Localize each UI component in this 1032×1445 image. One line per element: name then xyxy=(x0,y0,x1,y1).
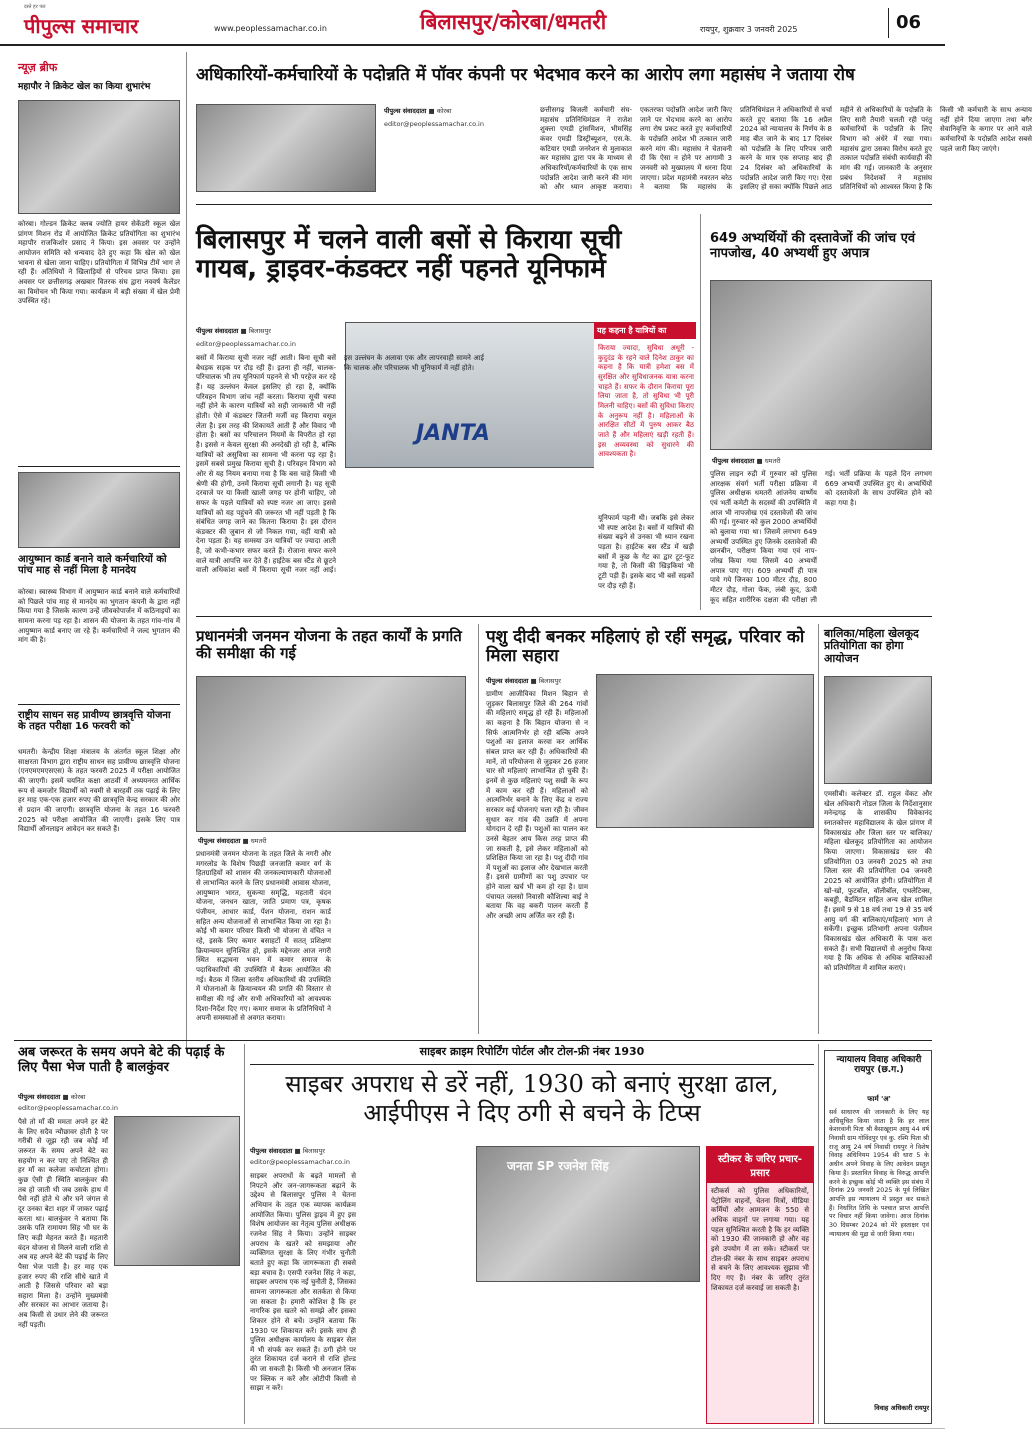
section-rule xyxy=(196,616,932,617)
byline-place: धमतरी xyxy=(250,837,267,845)
brief2-body: कोरबा। स्वास्थ्य विभाग में आयुष्मान कार्ड बनाने वाले कर्मचारियों को पिछले पांच माह से मानदेय का भुगतान कंपनी के द्वारा नहीं किया गया है जिसके कारण उन्हें जीवकोपार्जन में कठिनाइयों का सामना करना पड़ रहा है। शासन की योजना के तहत गांव-गांव में आयुष्मान कार्ड बनाए जा रहे हैं। कर्मचारियों ने जल्द भुगतान की मांग की है। xyxy=(18,588,180,645)
cyber-photo-text: जनता SP रजनेश सिंह xyxy=(507,1159,609,1173)
story-sports-photo xyxy=(824,676,932,784)
paper-tagline: दस्ते हर पल xyxy=(24,4,46,10)
story-bus-headline: बिलासपुर में चलने वाली बसों से किराया सूची गायब, ड्राइवर-कंडक्टर नहीं पहनते यूनिफार्म xyxy=(196,225,622,285)
story-top-headline: अधिकारियों-कर्मचारियों के पदोन्नति में पॉवर कंपनी पर भेदभाव करने का आरोप लगा महासंघ ने जताया रोष xyxy=(196,65,855,85)
story-cyber-body: साइबर अपराधों के बढ़ते मामलों से निपटने और जन-जागरूकता बढ़ाने के उद्देश्य से बिलासपुर पुलिस ने चेतना अभियान के तहत एक व्यापक कार्यक्रम आयोजित किया। पुलिस ड्राइव में हुए इस विशेष आयोजन का नेतृत्व पुलिस अधीक्षक रजनेश सिंह ने किया। उन्होंने साइबर अपराध के खतरे को समझाया और व्यक्तिगत सुरक्षा के लिए गंभीर चुनौती बताते हुए कहा कि जागरूकता ही सबसे बड़ा बचाव है। एसपी रजनेश सिंह ने कहा, साइबर अपराध एक नई चुनौती है, जिसका सामना जागरूकता और सतर्कता से किया जा सकता है। हमारी कोशिश है कि हर नागरिक इस खतरे को समझे और इसका शिकार होने से बचें। उन्होंने बताया कि 1930 पर शिकायत करें। इसके साथ ही पुलिस अधीक्षक कार्यालय के साइबर सेल में भी संपर्क कर सकते हैं। ठगी होने पर तुरंत शिकायत दर्ज कराने से राशि होल्ड की जा सकती है। किसी भी अनजान लिंक पर क्लिक न करें और ओटीपी किसी से साझा न करें। xyxy=(250,1172,356,1393)
cyber-kicker-rule xyxy=(250,1064,814,1065)
byline-name: पीपुल्स संवाददाता xyxy=(712,457,755,465)
sidebar xyxy=(14,52,182,1052)
story-janman-headline: प्रधानमंत्री जनमन योजना के तहत कार्यों के प्रगति की समीक्षा की गई xyxy=(196,627,462,662)
brief1-headline: महापौर ने क्रिकेट खेल का किया शुभारंभ xyxy=(18,82,151,92)
byline-place: बिलासपुर xyxy=(538,677,561,685)
page-number: 06 xyxy=(896,12,922,33)
bottom-strip xyxy=(0,1428,945,1445)
story-bus-email: editor@peoplessamachar.co.in xyxy=(196,340,296,348)
dateline: रायपुर, शुक्रवार 3 जनवरी 2025 xyxy=(700,25,798,34)
byline-name: पीपुल्स संवाददाता xyxy=(384,107,427,115)
byline-place: बिलासपुर xyxy=(248,327,271,335)
byline-name: पीपुल्स संवाददाता xyxy=(250,1147,293,1155)
story-bus-continuation: यूनिफार्म पहनी थी। जबकि इसे लेकर भी स्पष्ट आदेश है। बसों में यात्रियों की संख्या बढ़ने से उनका भी ध्यान रखना पड़ता है। हाईटेक बस स्टैंड में खड़ी बसों में कुछ के गेट का द्वार टूट-फूट गया है, तो किसी की खिड़कियां भी टूटी पड़ी हैं। इसके बाद भी बसें सड़कों पर दौड़ रही हैं। xyxy=(598,514,694,590)
byline-place: बिलासपुर xyxy=(302,1147,325,1155)
cyber-sub-title: स्टीकर के जरिए प्रचार-प्रसार xyxy=(707,1147,813,1183)
byline-place: धमतरी xyxy=(764,457,781,465)
notice-title: न्यायालय विवाह अधिकारी रायपुर (छ.ग.) xyxy=(836,1055,922,1076)
byline-name: पीपुल्स संवाददाता xyxy=(18,1093,61,1101)
byline-name: पीपुल्स संवाददाता xyxy=(486,677,529,685)
story-bus-separator xyxy=(700,214,701,610)
story-janman-body: प्रधानमंत्री जनमन योजना के तहत जिले के नगरी और मगरलोड के विशेष पिछड़ी जनजाति कमार वर्ग के हितग्राहियों को शासन की जनकल्याणकारी योजनाओं से लाभान्वित करने के लिए प्रधानमंत्री आवास योजना, आयुष्मान भारत, सुकन्या समृद्धि, महतारी वंदन योजना, जनधन खाता, जाति प्रमाण पत्र, कृषक पंजीयन, आधार कार्ड, पेंशन योजना, राशन कार्ड सहित अन्य योजनाओं से लाभान्वित किया जा रहा है। कोई भी कमार परिवार किसी भी योजना से वंचित न रहे, इसके लिए कमार बसाहटों में सतत् प्रशिक्षण क्रियान्वयन सुनिश्चित हो, इसके मद्देनजर आज नगरी स्थित सद्भावना भवन में कमार समाज के पदाधिकारियों की उपस्थिति में बैठक आयोजित की गई। बैठक में जिला स्तरीय अधिकारियों की उपस्थिति में योजनाओं के क्रियान्वयन की प्रगति की विस्तार से समीक्षा की गई और सभी अधिकारियों को आवश्यक दिशा-निर्देश दिए गए। कमार समाज के प्रतिनिधियों ने अपनी समस्याओं से अवगत कराया। xyxy=(196,850,331,1023)
story-cyber-separator xyxy=(818,1044,819,1424)
story-cyber-byline: पीपुल्स संवाददाता ■ बिलासपुर xyxy=(250,1147,325,1155)
story-police-body: पुलिस लाइन रुद्री में गुरुवार को पुलिस आरक्षक संवर्ग भर्ती परीक्षा प्रक्रिया में पुलिस अधीक्षक धमतरी आंजनेय वार्ष्णेय एवं भर्ती कमेटी के सदस्यों की उपस्थिति में आज भी नापजोख एवं दस्तावेजों की जांच की गई। गुरुवार को कुल 2000 अभ्यर्थियों को बुलाया गया था। जिसमें लगभग 649 अभ्यर्थी उपस्थित हुए जिनके दस्तावेजों की छानबीन, परीक्षण किया गया एवं नाप-जोख किया गया जिसमें 40 अभ्यर्थी अपात्र पाए गए। 609 अभ्यर्थी ही पात्र पाये गये जिनका 100 मीटर दौड़, 800 मीटर दौड़, गोला फेंक, लंबी कूद, ऊंची कूद सहित शारीरिक दक्षता की परीक्षा ली गई। भर्ती प्रक्रिया के पहले दिन लगभग 669 अभ्यर्थी उपस्थित हुए थे। अभ्यर्थियों को दस्तावेजों के साथ उपस्थित होने को कहा गया है। xyxy=(710,470,932,604)
sidebar-divider xyxy=(18,704,180,705)
notice-signature: विवाह अधिकारी रायपुर xyxy=(874,1404,929,1412)
paper-name: पीपुल्स समाचार xyxy=(24,14,139,38)
website: www.peoplessamachar.co.in xyxy=(214,24,327,33)
story-mother-body-lower xyxy=(114,1272,240,1418)
story-sports-body: एमसीबी। कलेक्टर डॉ. राहुल वेंकट और खेल अधिकारी नोडल जिला के निर्देशानुसार मनेन्द्रगढ़ के शासकीय विवेकानंद स्नातकोत्तर महाविद्यालय के खेल प्रांगण में विकासखंड और जिला स्तर पर बालिका/महिला खेलकूद प्रतियोगिता का आयोजन किया जाएगा। विकासखंड स्तर की प्रतियोगिता 03 जनवरी 2025 को तथा जिला स्तर की प्रतियोगिता 04 जनवरी 2025 को आयोजित होगी। प्रतियोगिता में खो-खो, फुटबॉल, वॉलीबॉल, एथलेटिक्स, कबड्डी, बैडमिंटन सहित अन्य खेल शामिल हैं। इसमें 9 से 18 वर्ष तथा 19 से 35 वर्ष आयु वर्ग की बालिकाएं/महिलाएं भाग ले सकेंगी। इच्छुक प्रतिभागी अपना पंजीयन विकासखंड खेल अधिकारी के पास करा सकते हैं। सभी विद्यालयों से अनुरोध किया गया है कि अधिक से अधिक बालिकाओं को प्रतियोगिता में शामिल कराएं। xyxy=(824,790,932,972)
brief2-headline: आयुष्मान कार्ड बनाने वाले कर्मचारियों को पांच माह से नहीं मिला है मानदेय xyxy=(18,554,167,577)
story-cyber-body-lower xyxy=(476,1288,700,1424)
story-janman-photo xyxy=(196,676,466,832)
story-sports-headline: बालिका/महिला खेलकूद प्रतियोगिता का होगा आयोजन xyxy=(824,627,919,665)
bus-photo-text: JANTA xyxy=(416,421,490,446)
story-mother-separator xyxy=(244,1044,245,1424)
masthead xyxy=(0,0,945,46)
brief2-photo xyxy=(18,472,180,548)
story-pashu-separator xyxy=(818,624,819,1034)
story-cyber-photo xyxy=(476,1146,700,1282)
notice-body: सर्व साधारण की जानकारी के लिए यह अधिसूचित किया जाता है कि हर लाल केशरवानी पिता श्री बैसाखूराम आयु 44 वर्ष निवासी ग्राम गोविंदपुर एवं कु. रश्मि पिता श्री राजू आयु 24 वर्ष निवासी रायपुर ने विशेष विवाह अधिनियम 1954 की धारा 5 के अधीन अपने विवाह के लिए आवेदन प्रस्तुत किया है। प्रस्तावित विवाह के विरुद्ध आपत्ति करने के इच्छुक कोई भी व्यक्ति इस संबंध में दिनांक 29 जनवरी 2025 के पूर्व लिखित आपत्ति इस न्यायालय में प्रस्तुत कर सकते हैं। निर्धारित तिथि के पश्चात प्राप्त आपत्ति पर विचार नहीं किया जावेगा। आज दिनांक 30 दिसम्बर 2024 को मेरे हस्ताक्षर एवं न्यायालय की मुद्रा से जारी किया गया। xyxy=(829,1109,929,1238)
story-police-photo xyxy=(710,280,932,450)
story-mother-body: पैसे तो माँ की ममता अपने हर बेटे के लिए सदैव न्यौछावर होती है पर गरीबी से जूझ रही जब कोई माँ जरूरत के समय अपने बेटे का सहयोग न कर पाए तो निश्चित ही हर माँ का कलेजा कचोटता होगा। कुछ ऐसी ही स्थिति बालकुंवर की तब हो जाती थी जब उसके हाथ में पैसे नहीं होते थे और घने जंगल से दूर उनका बेटा शहर में जाकर पढ़ाई करता था। बालकुंवर ने बताया कि उसके पति रामायण सिंह भी घर के लिए कड़ी मेहनत करते हैं। महतारी वंदन योजना से मिलने वाली राशि से अब वह अपने बेटे की पढ़ाई के लिए पैसा भेज पाती है। हर माह एक हजार रुपए की राशि सीधे खाते में आती है जिससे परिवार को बड़ा सहारा मिला है। उन्होंने मुख्यमंत्री और सरकार का आभार जताया है। अब किसी से उधार लेने की जरूरत नहीं पड़ती। xyxy=(18,1118,108,1329)
story-bus-box-text: किराया ज्यादा, सुविधा अधूरी - कुदुदंड के रहने वाले दिनेश ठाकुर का कहना है कि यात्री हमेशा बस में सुरक्षित और सुविधाजनक यात्रा करना चाहते हैं। सफर के दौरान किराया पूरा लिया जाता है, तो सुविधा भी पूरी मिलनी चाहिए। बसों की सुविधा किराए के अनुरूप नहीं है। महिलाओं के आरक्षित सीटों में पुरुष आकर बैठ जाते हैं और महिलाएं खड़ी रहती हैं। इस अव्यवस्था को सुधारने की आवश्यकता है। xyxy=(598,344,694,459)
sidebar-section-label: न्यूज़ ब्रीफ xyxy=(18,61,58,74)
story-police-byline: पीपुल्स संवाददाता ■ धमतरी xyxy=(712,457,781,465)
story-pashu-byline: पीपुल्स संवाददाता ■ बिलासपुर xyxy=(486,677,561,685)
story-mother-photo xyxy=(114,1116,240,1266)
story-police-headline: 649 अभ्यर्थियों की दस्तावेजों की जांच एवं नापजोख, 40 अभ्यर्थी हुए अपात्र xyxy=(710,231,916,261)
story-bus-body: बसों में किराया सूची नजर नहीं आती। बिना सूची बसें बेधड़क सड़क पर दौड़ रही हैं। इतना ही नहीं, चालक-परिचालक भी तय यूनिफार्म पहनने से भी परहेज कर रहे हैं। यह उल्लंघन केवल इसलिए हो रहा है, क्योंकि परिवहन विभाग जांच नहीं करता। किराया सूची चस्पा नहीं होने के कारण यात्रियों को सही जानकारी भी नहीं होती। ऐसे में कंडक्टर जितनी मर्जी वह किराया वसूल लेता है। इस तरह की शिकायतें आती हैं और विवाद भी होता है। बसों का परिचालन नियमों के विपरीत हो रहा है। इससे न केवल सुरक्षा की अनदेखी हो रही है, बल्कि यात्रियों को असुविधा का सामना भी करना पड़ रहा है। इसमें सबसे प्रमुख किराया सूची है। परिवहन विभाग को ओर से यह नियम बनाया गया है कि बस चाहे किसी भी श्रेणी की होगी, उनमें किराया सूची लगानी है। यह सूची दरवाजे पर या किसी खाली जगह पर होनी चाहिए, जो सफर के पहले यात्रियों को स्पष्ट नजर आ जाए। इससे यात्रियों को यह पहुंचने की जरूरत भी नहीं पड़ती है कि संबंधित जगह जाने का कितना किराया है। इस दौरान कंडक्टर की जुबान से जो निकल गया, वहीं यात्री को देना पड़ता है। यह समस्या उन यात्रियों पर ज्यादा आती है, जो कभी-कभार सफर करते हैं। रोजाना सफर करने वाले यात्री आपत्ति कर देते हैं। हाईटेक बस स्टैंड से छूटने वाली अधिकांश बसों में किराया सूची नजर नहीं आई। xyxy=(196,354,336,575)
story-top-body: छत्तीसगढ़ बिजली कर्मचारी संघ-महासंघ प्रतिनिधिमंडल ने राजेश शुक्ला एमडी ट्रांसमिशन, भीमसिंह कंवर एमडी डिस्ट्रीब्यूशन, एस.के. कटियार एमडी जनरेशन से मुलाकात कर महासंघ द्वारा पत्र के माध्यम से अधिकारियों/कर्मचारियों के एक साथ पदोन्नति आदेश जारी करने की मांग को और ध्यान आकृष्ट कराया। एकतरफा पदोन्नति आदेश जारी किए जाने पर भेदभाव करने का आरोप लगा रोष प्रकट करते हुए कर्मचारियों के पदोन्नति आदेश भी तत्काल जारी करने मांग की। महासंघ ने चेतावनी दी कि ऐसा न होने पर आगामी 3 जनवरी को मुख्यालय में धरना दिया जाएगा। प्रदेश महामंत्री नवरतन बरेठ ने बताया कि महासंघ के प्रतिनिधिमंडल ने अधिकारियों से चर्चा करते हुए बताया कि 16 अप्रैल 2024 को न्यायालय के निर्णय के 8 माह बीत जाने के बाद 17 दिसंबर को पदोन्नति के लिए परिपत्र जारी करने के मात्र एक सप्ताह बाद ही 24 दिसंबर को अधिकारियों के पदोन्नति आदेश जारी किए गए। ऐसा इसलिए हो सका क्योंकि पिछले आठ महीने से अधिकारियों के पदोन्नति के लिए सारी तैयारी चलती रही परंतु कर्मचारियों के पदोन्नति के लिए विभाग को अंधेरे में रखा गया। महासंघ द्वारा उसका विरोध करते हुए तत्काल पदोन्नति संबंधी कार्यवाही की मांग की गई। जानकारी के अनुसार प्रबंध निदेशकों ने महासंघ प्रतिनिधियों को आश्वस्त किया है कि किसी भी कर्मचारी के साथ अन्याय नहीं होने दिया जाएगा तथा बगैर सेवानिवृत्ति के कगार पर आने वाले कर्मचारियों के पदोन्नति आदेश सबसे पहले जारी किए जाएंगे। xyxy=(540,106,1032,192)
story-cyber-email: editor@peoplessamachar.co.in xyxy=(250,1158,350,1166)
story-pashu-body: ग्रामीण आजीविका मिशन बिहान से जुड़कर बिलासपुर जिले की 264 गांवों की महिलाएं समृद्ध हो रही हैं। महिलाओं का कहना है कि बिहान योजना से न सिर्फ आत्मनिर्भर हो रही बल्कि अपने पशुओं का इलाज करवा कर आर्थिक संबल प्राप्त कर रही हैं। अधिकारियों की मानें, तो परियोजना से जुड़कर 26 हजार चार सौ महिलाएं लाभान्वित हो चुकी हैं। इनमें से कुछ महिलाएं पशु सखी के रूप में काम कर रही हैं। महिलाओं को आत्मनिर्भर बनाने के लिए केंद्र व राज्य सरकार कई योजनाएं चला रही है। जीवन सुधार कर गांव की उन्नति में अपना योगदान दे रही हैं। पशुओं का पालन कर उनसे बेहतर आय किस तरह प्राप्त की जा सकती है, इसे लेकर महिलाओं को प्रशिक्षित किया जा रहा है। पशु दीदी गांव में पशुओं का इलाज और देखभाल करती हैं। इससे ग्रामीणों का पशु उपचार पर होने वाला खर्च भी कम हो रहा है। ग्राम पंचायत जलसो निवासी कौशिल्या बाई ने बताया कि वह बकरी पालन करती हैं और अच्छी आय अर्जित कर रही हैं। xyxy=(486,690,588,921)
section-rule xyxy=(196,204,932,205)
story-bus-byline: पीपुल्स संवाददाता ■ बिलासपुर xyxy=(196,327,271,335)
edition-title: बिलासपुर/कोरबा/धमतरी xyxy=(420,10,607,34)
brief3-headline: राष्ट्रीय साधन सह प्रावीण्य छात्रवृत्ति योजना के तहत परीक्षा 16 फरवरी को xyxy=(18,710,171,733)
box-title: यह कहना है यात्रियों का xyxy=(594,322,696,339)
section-rule xyxy=(14,1040,932,1041)
story-top-photo xyxy=(196,104,376,192)
story-pashu-photo xyxy=(596,674,814,828)
brief1-body: कोरबा। गोल्डन क्रिकेट क्लब ज्योति हायर सेकेंडरी स्कूल खेल प्रांगण मिशन रोड में आयोजित क्रिकेट प्रतियोगिता का शुभारंभ महापौर राजकिशोर प्रसाद ने किया। इस अवसर पर उन्होंने आयोजन समिति को धन्यवाद देते हुए कहा कि खेल को खेल भावना से खेला जाना चाहिए। प्रतियोगिता में विभिन्न टीमें भाग ले रही हैं। अतिथियों ने खिलाड़ियों से परिचय प्राप्त किया। इस अवसर पर छत्तीसगढ़ अखबार वितरक संघ द्वारा नववर्ष कैलेंडर का विमोचन भी किया गया। कार्यक्रम में बड़ी संख्या में खेल प्रेमी उपस्थित रहे। xyxy=(18,220,180,306)
cyber-sub-body: स्टीकर्स को पुलिस अधिकारियों, पेट्रोलिंग वाहनों, चेतना मित्रों, मीडिया कर्मियों और आमजन के 550 से अधिक वाहनों पर लगाया गया। यह पहल सुनिश्चित करती है कि हर व्यक्ति को 1930 की जानकारी हो और वह इसे उपयोग में ला सके। स्टीकर्स पर टोल-फ्री नंबर के साथ साइबर अपराध से बचने के लिए आवश्यक सुझाव भी दिए गए हैं। नंबर के जरिए तुरंत शिकायत दर्ज करवाई जा सकती है। xyxy=(711,1187,809,1292)
notice-form: फार्म 'अ' xyxy=(867,1095,891,1103)
sidebar-divider xyxy=(18,466,180,467)
cyber-sub-box xyxy=(706,1146,814,1424)
page-number-divider xyxy=(888,8,889,38)
story-janman-byline: पीपुल्स संवाददाता ■ धमतरी xyxy=(198,837,267,845)
brief3-body: धमतरी। केन्द्रीय शिक्षा मंत्रालय के अंतर्गत स्कूल शिक्षा और साक्षरता विभाग द्वारा राष्ट्रीय साधन सह प्रावीण्य छात्रवृत्ति योजना (एनएमएमएसएस) के तहत फरवरी 2025 में परीक्षा आयोजित की जाएगी। इसमें चयनित कक्षा आठवीं में अध्ययनरत आर्थिक रूप से कमजोर विद्यार्थी को नवमी से बारहवीं तक पढ़ाई के लिए हर माह एक-एक हजार रुपए की छात्रवृत्ति केन्द्र सरकार की ओर से प्रदान की जाएगी। छात्रवृत्ति योजना के तहत 16 फरवरी 2025 को परीक्षा आयोजित की जाएगी। इसके लिए पात्र विद्यार्थी ऑनलाइन आवेदन कर सकते हैं। xyxy=(18,748,180,834)
byline-name: पीपुल्स संवाददाता xyxy=(196,327,239,335)
byline-place: कोरबा xyxy=(70,1093,86,1101)
legal-notice xyxy=(824,1050,932,1424)
story-top-email: editor@peoplessamachar.co.in xyxy=(384,120,484,128)
byline-name: पीपुल्स संवाददाता xyxy=(198,837,241,845)
story-janman-separator xyxy=(478,624,479,1034)
sidebar-separator xyxy=(186,52,187,1052)
story-cyber-kicker: साइबर क्राइम रिपोर्टिंग पोर्टल और टोल-फ्री नंबर 1930 xyxy=(419,1045,645,1058)
story-top-byline: पीपुल्स संवाददाता ■ कोरबा xyxy=(384,107,452,115)
byline-place: कोरबा xyxy=(436,107,452,115)
story-mother-email: editor@peoplessamachar.co.in xyxy=(18,1104,118,1112)
story-cyber-headline: साइबर अपराध से डरें नहीं, 1930 को बनाएं सुरक्षा ढाल, आईपीएस ने दिए ठगी से बचने के टिप्स xyxy=(285,1070,779,1127)
story-mother-headline: अब जरूरत के समय अपने बेटे की पढ़ाई के लिए पैसा भेज पाती है बालकुंवर xyxy=(18,1045,225,1075)
story-top-body-col1 xyxy=(384,136,534,194)
story-mother-byline: पीपुल्स संवाददाता ■ कोरबा xyxy=(18,1093,86,1101)
story-pashu-body-lower xyxy=(596,834,814,1034)
brief1-photo xyxy=(18,100,180,214)
story-pashu-headline: पशु दीदी बनकर महिलाएं हो रहीं समृद्ध, परिवार को मिला सहारा xyxy=(486,627,805,667)
